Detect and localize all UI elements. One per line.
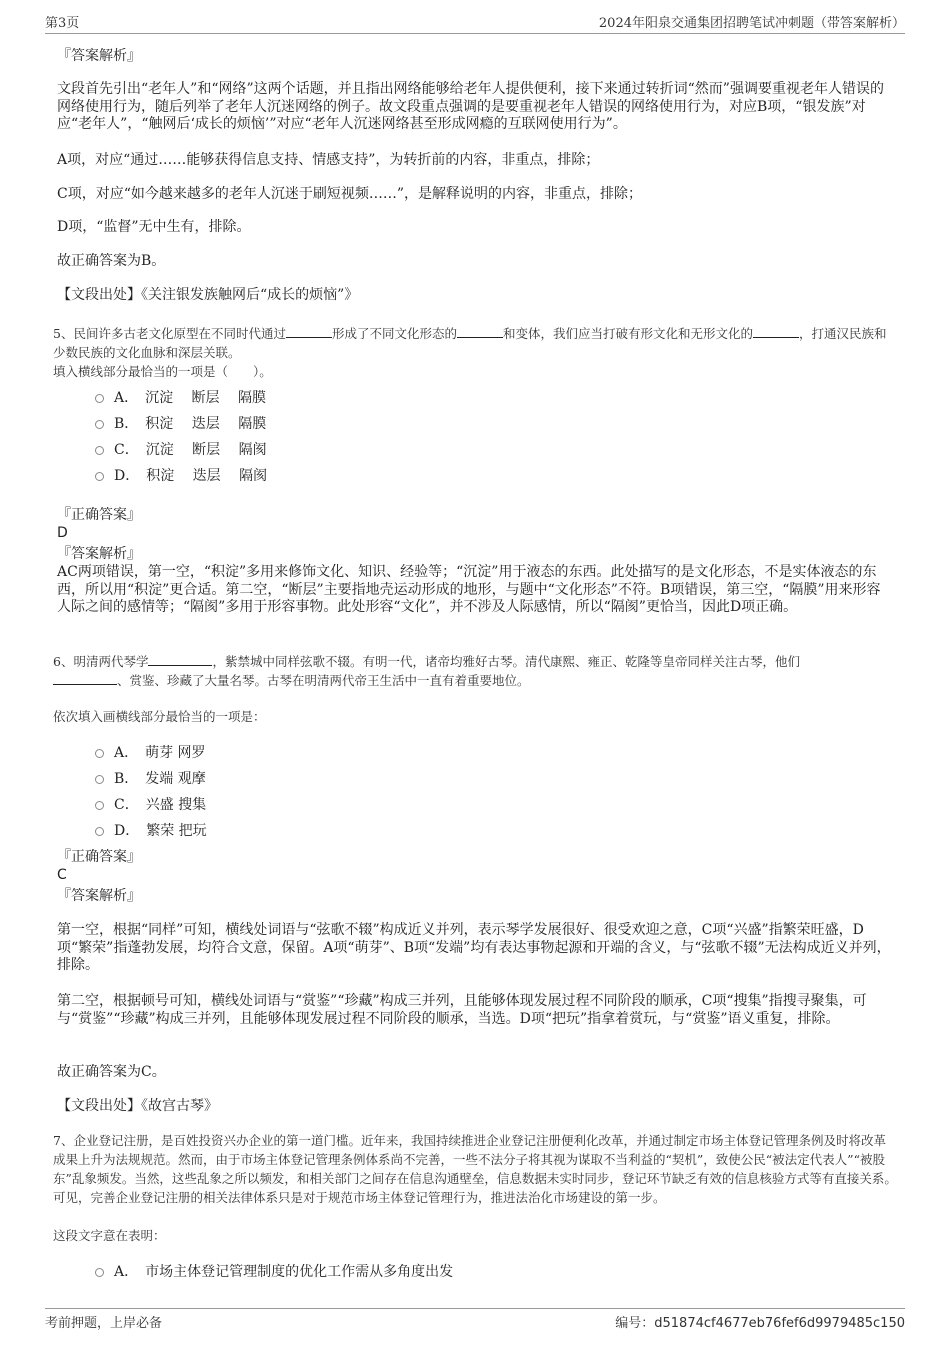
correct-answer: C (57, 867, 67, 883)
question-6-option-d[interactable]: D． 繁荣 把玩 (95, 820, 207, 840)
blank (457, 337, 503, 338)
radio-icon[interactable] (95, 775, 104, 784)
question-5-option-c[interactable]: C． 沉淀 断层 隔阂 (95, 439, 267, 459)
blank (753, 337, 799, 338)
blank (286, 337, 332, 338)
radio-icon[interactable] (95, 420, 104, 429)
question-7-option-a[interactable]: A． 市场主体登记管理制度的优化工作需从多角度出发 (95, 1261, 453, 1281)
analysis-paragraph: 文段首先引出“老年人”和“网络”这两个话题，并且指出网络能够给老年人提供便利，接下来通过转折词“然而”强调要重视老年人错误的网络使用行为，随后列举了老年人沉迷网络的例子。故文段重点强调的是要重视老年人错误的网络使用行为，对应B项，“银发族”对应“老年人”，“触网后‘成长的烦恼’”对应“老年人沉迷网络甚至形成网瘾的互联网使用行为”。 (57, 81, 884, 132)
question-5-prompt: 填入横线部分最恰当的一项是（ ）。 (53, 364, 272, 379)
radio-icon[interactable] (95, 749, 104, 758)
analysis-option-a: A项，对应“通过……能够获得信息支持、情感支持”，为转折前的内容，非重点，排除； (57, 152, 600, 168)
analysis-option-c: C项，对应“如今越来越多的老年人沉迷于刷短视频……”，是解释说明的内容，非重点，排除； (57, 186, 643, 202)
question-6-option-a[interactable]: A． 萌芽 网罗 (95, 742, 206, 762)
radio-icon[interactable] (95, 472, 104, 481)
question-6-conclusion: 故正确答案为C。 (57, 1064, 166, 1080)
question-7-stem: 7、企业登记注册，是百姓投资兴办企业的第一道门槛。近年来，我国持续推进企业登记注册便利化改革，并通过制定市场主体登记管理条例及时将改革成果上升为法规规范。然而，由于市场主体登记管理条例体系尚不完善，一些不法分子将其视为谋取不当利益的“契机”，致使公民“被法定代表人”“被股东”乱象频发。当然，这些乱象之所以频发，和相关部门之间存在信息沟通壁垒，信息数据未实时同步，登记环节缺乏有效的信息核验方式等有直接关系。可见，完善企业登记注册的相关法律体系只是对于规范市场主体登记管理行为，推进法治化市场建设的第一步。 (53, 1133, 897, 1205)
question-7-prompt: 这段文字意在表明： (53, 1228, 166, 1243)
page-number: 第3页 (45, 16, 80, 31)
page-header (45, 12, 905, 32)
question-6-analysis-first: 第一空，根据“同样”可知，横线处词语与“弦歌不辍”构成近义并列，表示琴学发展很好、很受欢迎之意，C项“兴盛”指繁荣旺盛，D项“繁荣”指蓬勃发展，均符合文意，保留。A项“萌芽”、B项“发端”均有表达事物起源和开端的含义，与“弦歌不辍”无法构成近义并列，排除。 (57, 922, 891, 973)
question-5-option-b[interactable]: B． 积淀 迭层 隔膜 (95, 413, 266, 433)
radio-icon[interactable] (95, 1268, 104, 1277)
analysis-option-d: D项，“监督”无中生有，排除。 (57, 219, 251, 235)
question-6-stem: 6、明清两代琴学 ，紫禁城中同样弦歌不辍。有明一代，诸帝均雅好古琴。清代康熙、雍正、乾隆等皇帝同样关注古琴，他们 、赏鉴、珍藏了大量名琴。古琴在明清两代帝王生活中一直有着重要地位。 (53, 654, 800, 688)
analysis-label: 『答案解析』 (57, 888, 141, 904)
analysis-label: 『答案解析』 (57, 48, 141, 64)
radio-icon[interactable] (95, 801, 104, 810)
blank (148, 665, 212, 666)
question-5-stem: 5、民间许多古老文化原型在不同时代通过 形成了不同文化形态的 和变体，我们应当打破有形文化和无形文化的 ，打通汉民族和少数民族的文化血脉和深层关联。 (53, 326, 887, 360)
analysis-label: 『答案解析』 (57, 546, 141, 562)
question-5-analysis: AC两项错误，第一空，“积淀”多用来修饰文化、知识、经验等；“沉淀”用于液态的东西。此处描写的是文化形态，不是实体液态的东西，所以用“积淀”更合适。第二空，“断层”主要指地壳运动形成的地形，与题中“文化形态”不符。B项错误，第三空，“隔膜”用来形容人际之间的感情等；“隔阂”多用于形容事物。此处形容“文化”，并不涉及人际感情，所以“隔阂”更恰当，因此D项正确。 (57, 564, 881, 615)
question-6-analysis-second: 第二空，根据顿号可知，横线处词语与“赏鉴”“珍藏”构成三并列，且能够体现发展过程不同阶段的顺承，C项“搜集”指搜寻聚集，可与“赏鉴”“珍藏”构成三并列，且能够体现发展过程不同阶段的顺承，当选。D项“把玩”指拿着赏玩，与“赏鉴”语义重复，排除。 (57, 993, 867, 1027)
text-source: 【文段出处】《关注银发族触网后“成长的烦恼”》 (57, 287, 359, 303)
radio-icon[interactable] (95, 394, 104, 403)
question-5-option-a[interactable]: A． 沉淀 断层 隔膜 (95, 387, 266, 407)
radio-icon[interactable] (95, 827, 104, 836)
question-6-option-c[interactable]: C． 兴盛 搜集 (95, 794, 206, 814)
footer-slogan: 考前押题，上岸必备 (45, 1316, 163, 1331)
header-divider (45, 33, 905, 34)
correct-answer: D (57, 525, 68, 541)
document-title: 2024年阳泉交通集团招聘笔试冲刺题（带答案解析） (598, 16, 905, 31)
blank (53, 684, 117, 685)
correct-answer-label: 『正确答案』 (57, 507, 141, 523)
analysis-conclusion: 故正确答案为B。 (57, 253, 166, 269)
question-6-option-b[interactable]: B． 发端 观摩 (95, 768, 206, 788)
footer-divider (45, 1308, 905, 1309)
radio-icon[interactable] (95, 446, 104, 455)
text-source: 【文段出处】《故宫古琴》 (57, 1098, 218, 1114)
document-code: 编号：d51874cf4677eb76fef6d9979485c150 (615, 1316, 905, 1331)
question-6-prompt: 依次填入画横线部分最恰当的一项是： (53, 709, 266, 724)
correct-answer-label: 『正确答案』 (57, 849, 141, 865)
question-5-option-d[interactable]: D． 积淀 迭层 隔阂 (95, 465, 267, 485)
